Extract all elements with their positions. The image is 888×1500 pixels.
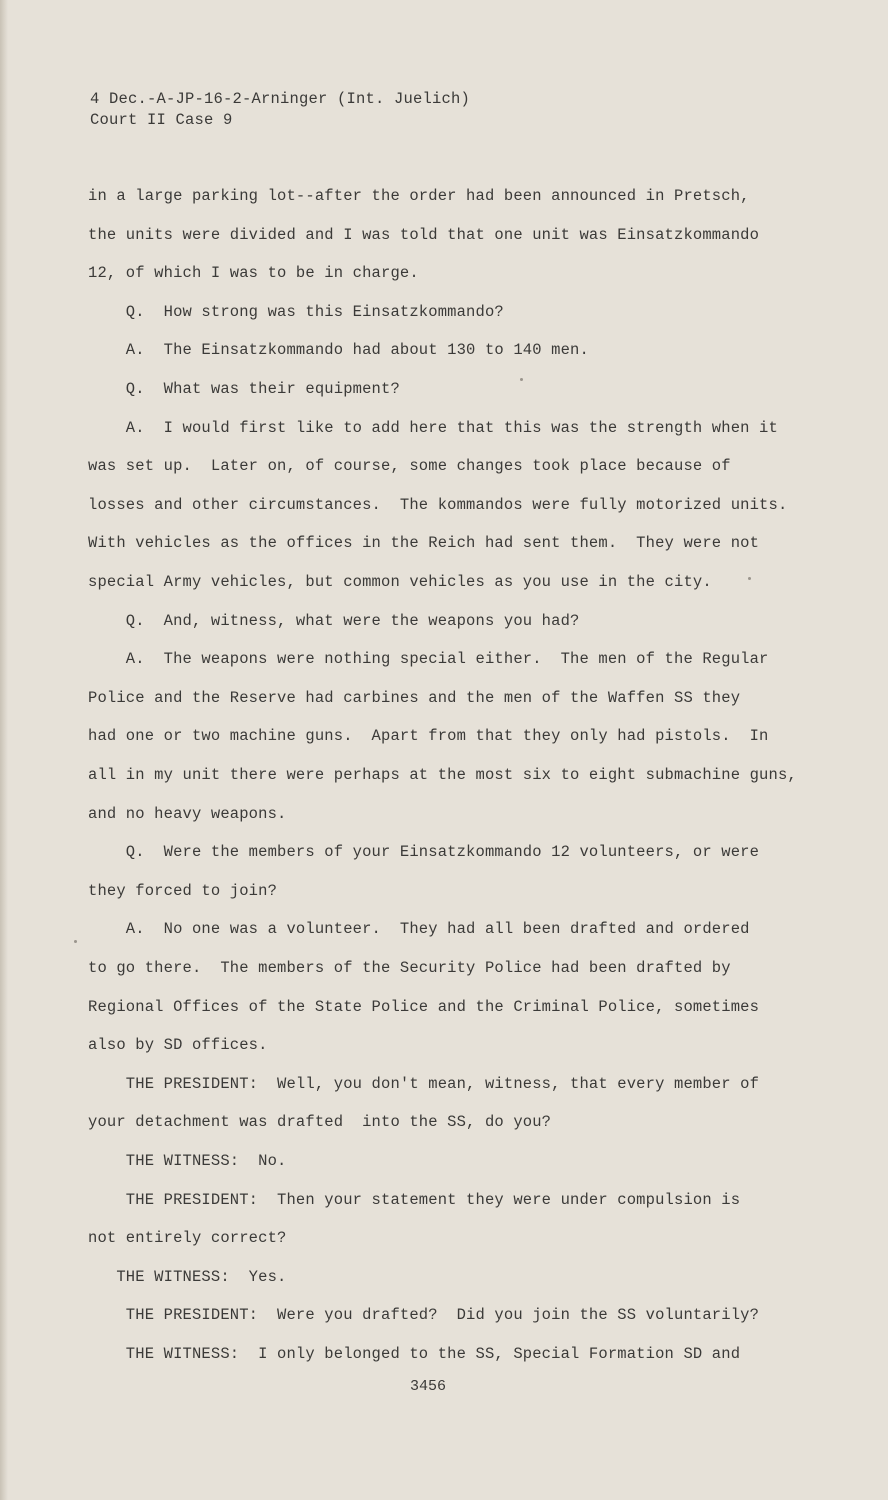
paper-speck (74, 940, 77, 943)
transcript-line: they forced to join? (88, 882, 278, 900)
document-header (90, 89, 470, 131)
transcript-line: the units were divided and I was told that one unit was Einsatzkommando (88, 226, 760, 244)
transcript-line: your detachment was drafted into the SS, do you? (88, 1113, 552, 1131)
transcript-line: 12, of which I was to be in charge. (88, 264, 419, 282)
transcript-line: was set up. Later on, of course, some changes took place because of (88, 457, 731, 475)
transcript-line: had one or two machine guns. Apart from that they only had pistols. In (88, 727, 769, 745)
transcript-line: A. The weapons were nothing special either. The men of the Regular (88, 650, 769, 668)
transcript-line: Regional Offices of the State Police and the Criminal Police, sometimes (88, 998, 760, 1016)
paper-speck (520, 378, 523, 381)
transcript-line: THE WITNESS: Yes. (88, 1268, 287, 1286)
header-line-2: Court II Case 9 (90, 111, 233, 129)
transcript-line: A. No one was a volunteer. They had all been drafted and ordered (88, 920, 750, 938)
transcript-line: Police and the Reserve had carbines and the men of the Waffen SS they (88, 689, 741, 707)
transcript-line: THE WITNESS: I only belonged to the SS, Special Formation SD and (88, 1345, 741, 1363)
transcript-line: Q. How strong was this Einsatzkommando? (88, 303, 504, 321)
transcript-line: A. The Einsatzkommando had about 130 to 140 men. (88, 341, 589, 359)
transcript-line: THE PRESIDENT: Then your statement they were under compulsion is (88, 1191, 741, 1209)
transcript-line: Q. What was their equipment? (88, 380, 400, 398)
header-line-1: 4 Dec.-A-JP-16-2-Arninger (Int. Juelich) (90, 90, 471, 108)
page-number: 3456 (410, 1378, 447, 1395)
transcript-line: losses and other circumstances. The kommandos were fully motorized units. (88, 496, 788, 514)
transcript-line: special Army vehicles, but common vehicles as you use in the city. (88, 573, 712, 591)
transcript-line: to go there. The members of the Security Police had been drafted by (88, 959, 731, 977)
transcript-line: also by SD offices. (88, 1036, 268, 1054)
transcript-line: Q. And, witness, what were the weapons you had? (88, 612, 580, 630)
transcript-line: THE PRESIDENT: Were you drafted? Did you join the SS voluntarily? (88, 1306, 760, 1324)
transcript-line: and no heavy weapons. (88, 805, 287, 823)
transcript-line: THE WITNESS: No. (88, 1152, 287, 1170)
transcript-line: not entirely correct? (88, 1229, 287, 1247)
transcript-line: all in my unit there were perhaps at the most six to eight submachine guns, (88, 766, 797, 784)
transcript-line: in a large parking lot--after the order had been announced in Pretsch, (88, 187, 750, 205)
transcript-line: Q. Were the members of your Einsatzkommando 12 volunteers, or were (88, 843, 760, 861)
transcript-line: With vehicles as the offices in the Reich had sent them. They were not (88, 534, 760, 552)
transcript-line: THE PRESIDENT: Well, you don't mean, witness, that every member of (88, 1075, 760, 1093)
transcript-line: A. I would first like to add here that this was the strength when it (88, 419, 778, 437)
paper-speck (748, 577, 751, 580)
